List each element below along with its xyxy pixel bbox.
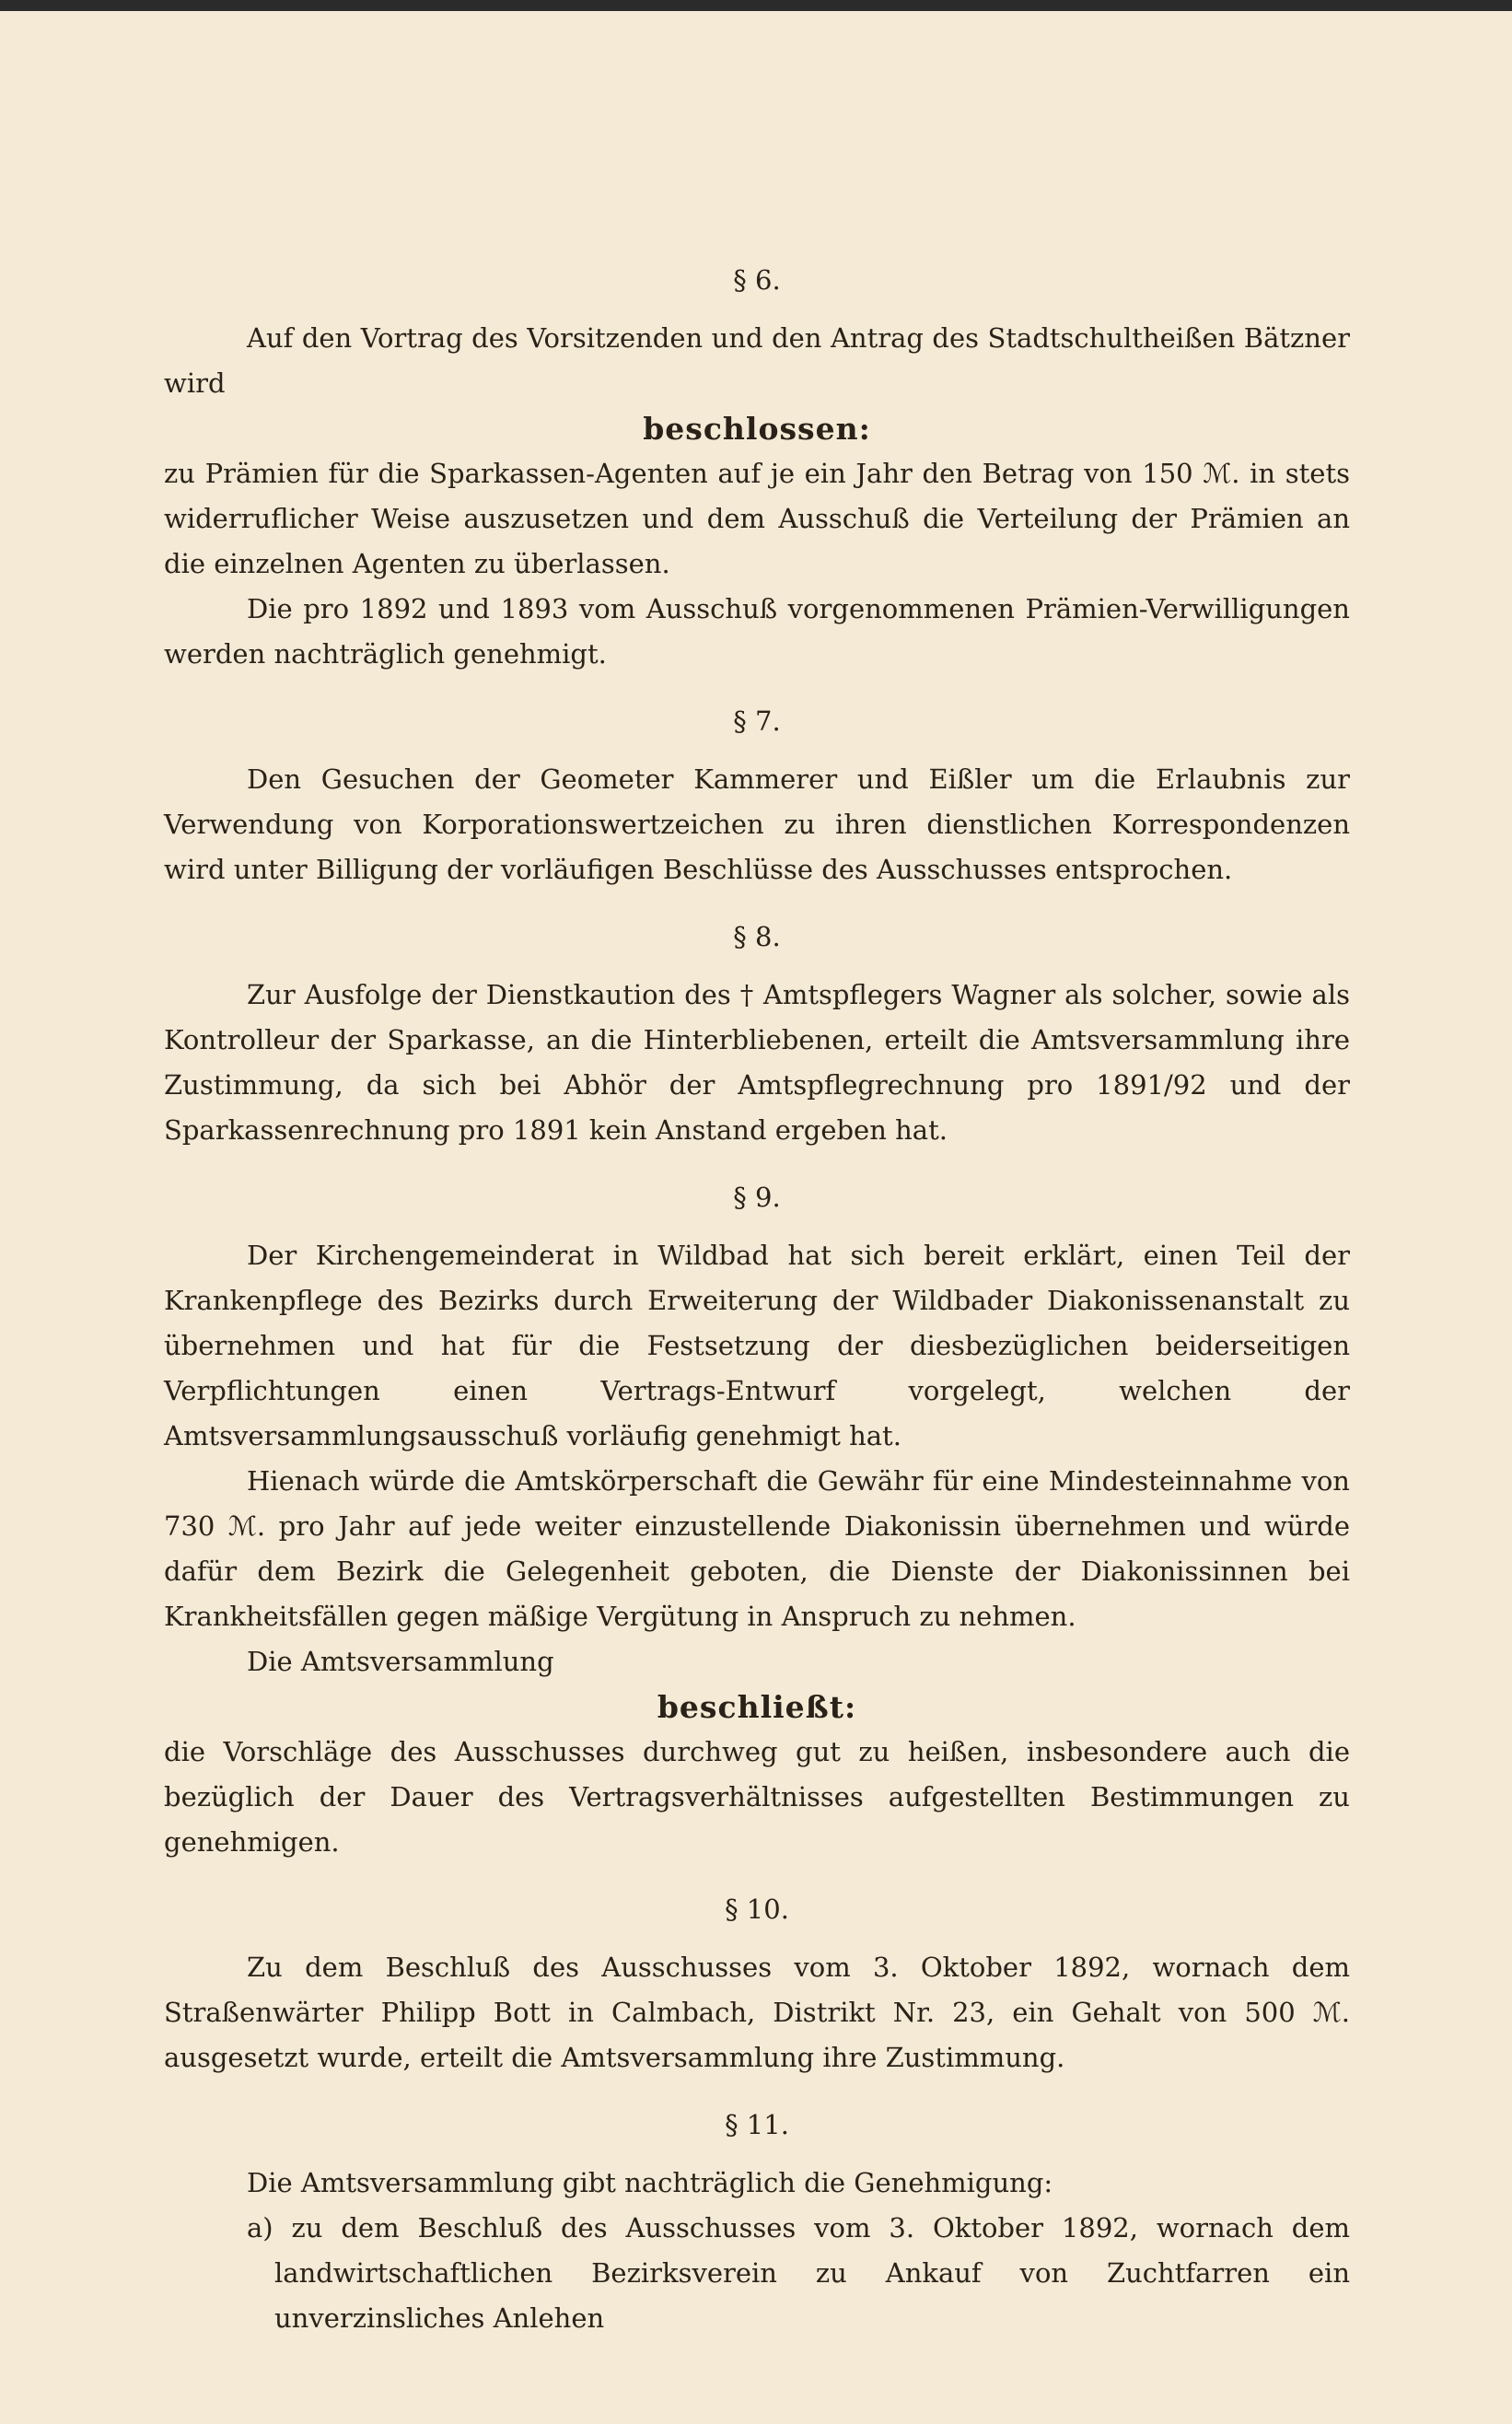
section-7-text: Den Gesuchen der Geometer Kammerer und Eißler um die Erlaubnis zur Verwendung von Korporationswertzeichen zu ihren dienstlichen Korrespondenzen wird unter Billigung der vorläufigen Beschlüsse des Ausschusses entsprochen. xyxy=(164,763,1350,885)
section-6-intro: Auf den Vortrag des Vorsitzenden und den Antrag des Stadtschultheißen Bätzner wird xyxy=(164,322,1350,399)
section-6-text-2: Die pro 1892 und 1893 vom Ausschuß vorgenommenen Prämien-Verwilligungen werden nachträglich genehmigt. xyxy=(164,593,1350,670)
section-6-resolution: beschlossen: xyxy=(643,411,871,447)
section-heading-9: § 9. xyxy=(733,1182,781,1213)
section-6-text: zu Prämien für die Sparkassen-Agenten auf je ein Jahr den Betrag von 150 ℳ. in stets widerruflicher Weise auszusetzen und dem Ausschuß die Verteilung der Prämien an die einzelnen Agenten zu überlassen. xyxy=(164,458,1350,579)
section-11-text: Die Amtsversammlung gibt nachträglich die Genehmigung: xyxy=(247,2167,1053,2198)
section-heading-10: § 10. xyxy=(725,1894,789,1925)
section-8-text: Zur Ausfolge der Dienstkaution des † Amtspflegers Wagner als solcher, sowie als Kontrolleur der Sparkasse, an die Hinterbliebenen, erteilt die Amtsversammlung ihre Zustimmung, da sich bei Abhör der Amtspflegrechnung pro 1891/92 und der Sparkassenrechnung pro 1891 kein Anstand ergeben hat. xyxy=(164,979,1350,1146)
section-9-text-3: Die Amtsversammlung xyxy=(247,1646,554,1677)
section-11-item-a: a) zu dem Beschluß des Ausschusses vom 3. Oktober 1892, wornach dem landwirtschaftlichen Bezirksverein zu Ankauf von Zuchtfarren ein unverzinsliches Anlehen xyxy=(247,2212,1350,2334)
section-heading-11: § 11. xyxy=(725,2109,789,2140)
section-9-text-2: Hienach würde die Amtskörperschaft die Gewähr für eine Mindesteinnahme von 730 ℳ. pro Jahr auf jede weiter einzustellende Diakonissin übernehmen und würde dafür dem Bezirk die Gelegenheit geboten, die Dienste der Diakonissinnen bei Krankheitsfällen gegen mäßige Vergütung in Anspruch zu nehmen. xyxy=(164,1465,1350,1632)
section-heading-8: § 8. xyxy=(733,921,781,952)
section-heading-6: § 6. xyxy=(733,264,781,296)
section-9-text-4: die Vorschläge des Ausschusses durchweg gut zu heißen, insbesondere auch die bezüglich der Dauer des Vertragsverhältnisses aufgestellten Bestimmungen zu genehmigen. xyxy=(164,1736,1350,1858)
section-9-resolution: beschließt: xyxy=(657,1689,857,1725)
top-edge xyxy=(0,0,1512,11)
document-page xyxy=(164,258,1350,2341)
section-heading-7: § 7. xyxy=(733,705,781,737)
section-10-text: Zu dem Beschluß des Ausschusses vom 3. Oktober 1892, wornach dem Straßenwärter Philipp Bott in Calmbach, Distrikt Nr. 23, ein Gehalt von 500 ℳ. ausgesetzt wurde, erteilt die Amtsversammlung ihre Zustimmung. xyxy=(164,1952,1350,2073)
section-9-text: Der Kirchengemeinderat in Wildbad hat sich bereit erklärt, einen Teil der Krankenpflege des Bezirks durch Erweiterung der Wildbader Diakonissenanstalt zu übernehmen und hat für die Festsetzung der diesbezüglichen beiderseitigen Verpflichtungen einen Vertrags-Entwurf vorgelegt, welchen der Amtsversammlungsausschuß vorläufig genehmigt hat. xyxy=(164,1240,1350,1451)
